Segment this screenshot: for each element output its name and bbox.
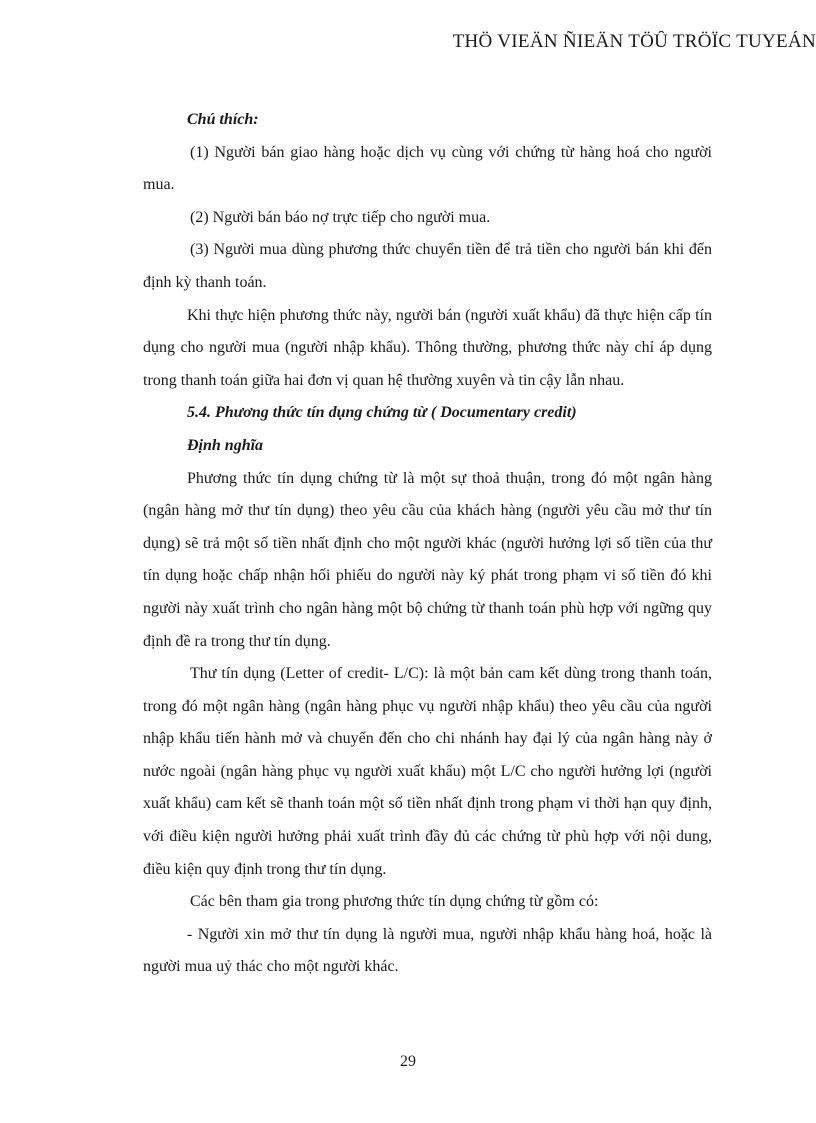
section-heading: 5.4. Phương thức tín dụng chứng từ ( Documentary credit) [187, 404, 577, 422]
note-item-2: (2) Người bán báo nợ trực tiếp cho người mua. [190, 208, 491, 226]
note-item-3: (3) Người mua dùng phương thức chuyển tiền để trả tiền cho người bán khi đến định kỳ thanh toán. [143, 241, 712, 291]
note-item-1: (1) Người bán giao hàng hoặc dịch vụ cùng với chứng từ hàng hoá cho người mua. [143, 143, 712, 194]
running-header: THÖ VIEÄN ÑIEÄN TÖÛ TRÖÏC TUYEÁN [452, 31, 816, 52]
definition-heading: Định nghĩa [187, 436, 264, 454]
paragraph-applicant: - Người xin mở thư tín dụng là người mua, người nhập khẩu hàng hoá, hoặc là người mua uỷ thác cho một người khác. [143, 925, 712, 976]
paragraph-parties: Các bên tham gia trong phương thức tín dụng chứng từ gồm có: [190, 893, 599, 911]
notes-heading: Chú thích: [187, 111, 259, 128]
paragraph-definition: Phương thức tín dụng chứng từ là một sự thoả thuận, trong đó một ngân hàng (ngân hàng mở thư tín dụng) theo yêu cầu của khách hàng (người yêu cầu mở thư tín dụng) sẽ trả một số tiền nhất định cho một người khác (người hưởng lợi số tiền của thư tín dụng hoặc chấp nhận hối phiếu do người này ký phát trong phạm vi số tiền đó khi người này xuất trình cho ngân hàng một bộ chứng từ thanh toán phù hợp với ngững quy định đề ra trong thư tín dụng. [143, 469, 712, 650]
page-number: 29 [400, 1053, 416, 1070]
paragraph-letter-of-credit: Thư tín dụng (Letter of credit- L/C): là một bản cam kết dùng trong thanh toán, trong đó một ngân hàng (ngân hàng phục vụ người nhập khẩu) theo yêu cầu của người nhập khẩu tiến hành mở và chuyển đến cho chi nhánh hay đại lý của ngân hàng này ở nước ngoài (ngân hàng phục vụ người xuất khẩu) một L/C cho người hưởng lợi (người xuất khẩu) cam kết sẽ thanh toán một số tiền nhất định trong phạm vi thời hạn quy định, với điều kiện người hưởng phải xuất trình đầy đủ các chứng từ phù hợp với nội dung, điều kiện quy định trong thư tín dụng. [143, 665, 712, 878]
paragraph-remark: Khi thực hiện phương thức này, người bán (người xuất khẩu) đã thực hiện cấp tín dụng cho người mua (người nhập khẩu). Thông thường, phương thức này chỉ áp dụng trong thanh toán giữa hai đơn vị quan hệ thường xuyên và tin cậy lẫn nhau. [143, 306, 712, 389]
page-body [143, 104, 712, 984]
